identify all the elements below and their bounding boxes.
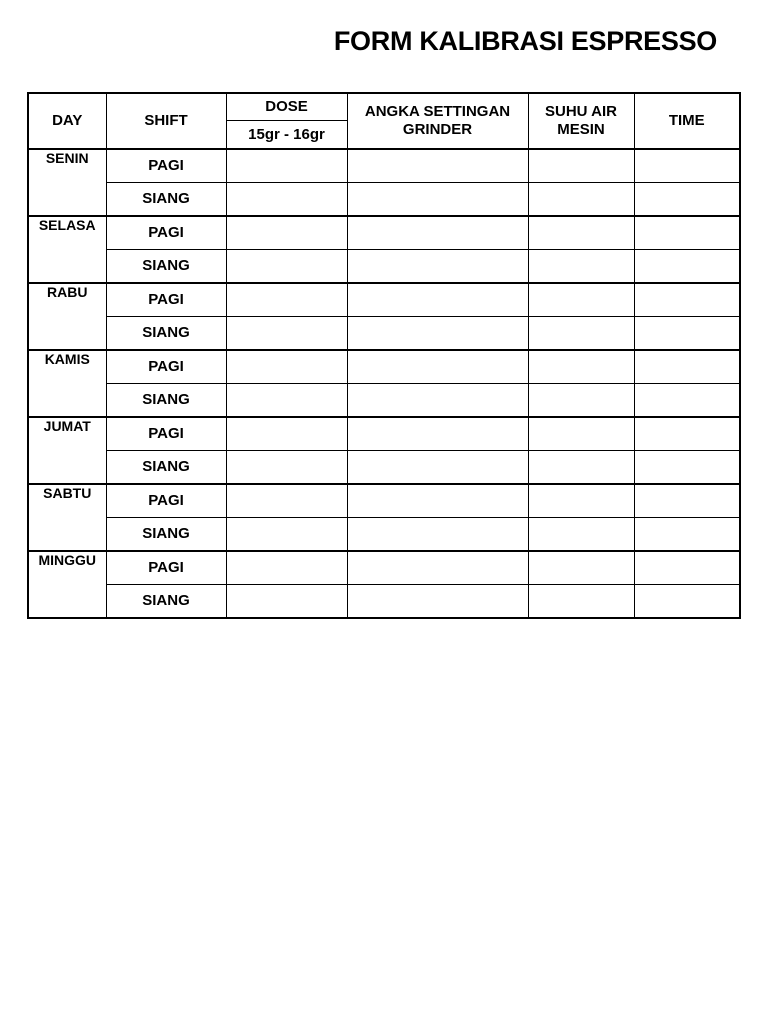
header-grinder-setting: ANGKA SETTINGAN GRINDER <box>347 93 528 149</box>
water-temperature-cell[interactable] <box>528 585 634 619</box>
shift-label: PAGI <box>106 551 226 585</box>
dose-cell[interactable] <box>226 317 347 351</box>
shift-label: PAGI <box>106 216 226 250</box>
dose-cell[interactable] <box>226 417 347 451</box>
table-row <box>28 250 740 284</box>
grinder-setting-cell[interactable] <box>347 585 528 619</box>
grinder-setting-cell[interactable] <box>347 518 528 552</box>
grinder-setting-cell[interactable] <box>347 451 528 485</box>
grinder-setting-cell[interactable] <box>347 250 528 284</box>
water-temperature-cell[interactable] <box>528 484 634 518</box>
time-cell[interactable] <box>634 216 740 250</box>
table-row <box>28 350 740 384</box>
water-temperature-cell[interactable] <box>528 183 634 217</box>
dose-cell[interactable] <box>226 216 347 250</box>
header-shift: SHIFT <box>106 93 226 149</box>
table-row <box>28 518 740 552</box>
table-row <box>28 283 740 317</box>
water-temperature-cell[interactable] <box>528 384 634 418</box>
dose-cell[interactable] <box>226 384 347 418</box>
header-day: DAY <box>28 93 106 149</box>
table-row <box>28 216 740 250</box>
grinder-setting-cell[interactable] <box>347 283 528 317</box>
grinder-setting-cell[interactable] <box>347 317 528 351</box>
time-cell[interactable] <box>634 451 740 485</box>
grinder-setting-cell[interactable] <box>347 417 528 451</box>
header-time: TIME <box>634 93 740 149</box>
time-cell[interactable] <box>634 551 740 585</box>
time-cell[interactable] <box>634 384 740 418</box>
grinder-setting-cell[interactable] <box>347 216 528 250</box>
shift-label: SIANG <box>106 585 226 619</box>
water-temperature-cell[interactable] <box>528 417 634 451</box>
calibration-table <box>27 92 741 619</box>
shift-label: SIANG <box>106 384 226 418</box>
dose-cell[interactable] <box>226 149 347 183</box>
shift-label: SIANG <box>106 518 226 552</box>
shift-label: PAGI <box>106 283 226 317</box>
dose-cell[interactable] <box>226 518 347 552</box>
water-temperature-cell[interactable] <box>528 250 634 284</box>
time-cell[interactable] <box>634 484 740 518</box>
dose-cell[interactable] <box>226 551 347 585</box>
table-row <box>28 585 740 619</box>
time-cell[interactable] <box>634 417 740 451</box>
time-cell[interactable] <box>634 518 740 552</box>
shift-label: SIANG <box>106 451 226 485</box>
day-label: RABU <box>28 283 106 350</box>
shift-label: PAGI <box>106 350 226 384</box>
day-label: MINGGU <box>28 551 106 618</box>
water-temperature-cell[interactable] <box>528 518 634 552</box>
grinder-setting-cell[interactable] <box>347 551 528 585</box>
dose-cell[interactable] <box>226 183 347 217</box>
water-temperature-cell[interactable] <box>528 216 634 250</box>
water-temperature-cell[interactable] <box>528 350 634 384</box>
shift-label: SIANG <box>106 183 226 217</box>
shift-label: PAGI <box>106 417 226 451</box>
grinder-setting-cell[interactable] <box>347 384 528 418</box>
time-cell[interactable] <box>634 149 740 183</box>
header-machine-water-temperature: SUHU AIR MESIN <box>528 93 634 149</box>
dose-cell[interactable] <box>226 283 347 317</box>
water-temperature-cell[interactable] <box>528 451 634 485</box>
table-body <box>28 149 740 618</box>
shift-label: SIANG <box>106 250 226 284</box>
dose-cell[interactable] <box>226 585 347 619</box>
day-label: SABTU <box>28 484 106 551</box>
water-temperature-cell[interactable] <box>528 551 634 585</box>
water-temperature-cell[interactable] <box>528 283 634 317</box>
shift-label: PAGI <box>106 149 226 183</box>
table-header <box>28 93 740 149</box>
table-row <box>28 183 740 217</box>
dose-cell[interactable] <box>226 350 347 384</box>
dose-cell[interactable] <box>226 484 347 518</box>
grinder-setting-cell[interactable] <box>347 183 528 217</box>
time-cell[interactable] <box>634 283 740 317</box>
table-row <box>28 484 740 518</box>
water-temperature-cell[interactable] <box>528 317 634 351</box>
time-cell[interactable] <box>634 350 740 384</box>
day-label: KAMIS <box>28 350 106 417</box>
table-row <box>28 149 740 183</box>
time-cell[interactable] <box>634 317 740 351</box>
grinder-setting-cell[interactable] <box>347 484 528 518</box>
table-row <box>28 451 740 485</box>
time-cell[interactable] <box>634 585 740 619</box>
form-title: FORM KALIBRASI ESPRESSO <box>333 26 717 56</box>
time-cell[interactable] <box>634 250 740 284</box>
shift-label: SIANG <box>106 317 226 351</box>
day-label: SELASA <box>28 216 106 283</box>
dose-cell[interactable] <box>226 451 347 485</box>
grinder-setting-cell[interactable] <box>347 350 528 384</box>
shift-label: PAGI <box>106 484 226 518</box>
table-row <box>28 417 740 451</box>
header-dose-range: 15gr - 16gr <box>226 121 347 150</box>
water-temperature-cell[interactable] <box>528 149 634 183</box>
table-row <box>28 317 740 351</box>
table-row <box>28 551 740 585</box>
time-cell[interactable] <box>634 183 740 217</box>
header-dose: DOSE <box>226 93 347 121</box>
dose-cell[interactable] <box>226 250 347 284</box>
grinder-setting-cell[interactable] <box>347 149 528 183</box>
table-row <box>28 384 740 418</box>
day-label: SENIN <box>28 149 106 216</box>
day-label: JUMAT <box>28 417 106 484</box>
